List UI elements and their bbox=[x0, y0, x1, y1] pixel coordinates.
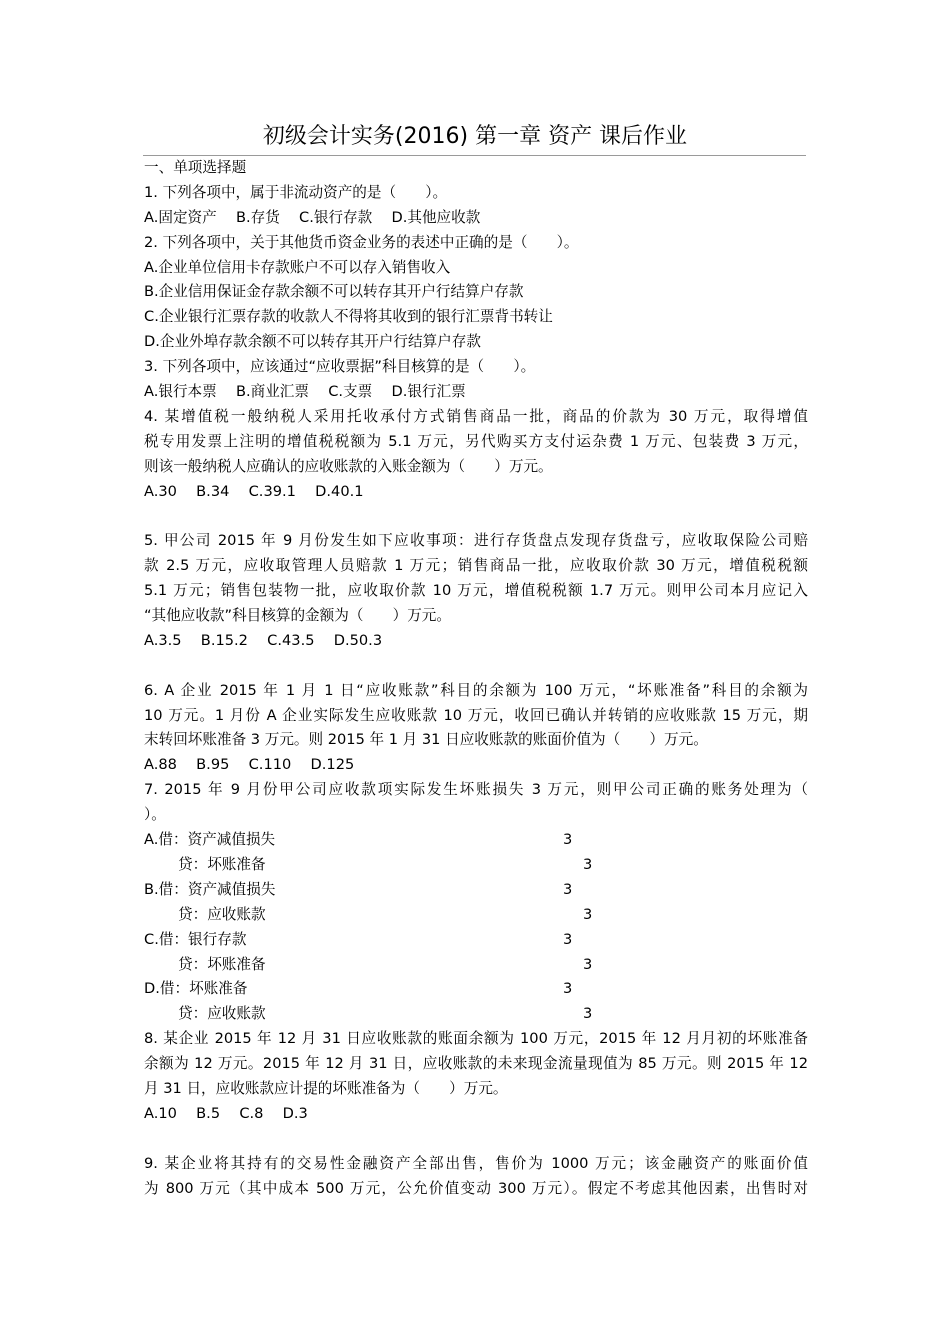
page-title: 初级会计实务(2016) 第一章 资产 课后作业 bbox=[262, 124, 688, 149]
question-1-stem: 1. 下列各项中，属于非流动资产的是（ ）。 bbox=[144, 183, 448, 201]
document-body bbox=[144, 156, 808, 1201]
question-6-stem-line-1: 6. A 企业 2015 年 1 月 1 日“应收账款”科目的余额为 100 万元，“坏账准备”科目的余额为 bbox=[144, 681, 808, 699]
question-7-option-b-debit bbox=[144, 878, 808, 903]
credit-account: 贷：坏账准备 bbox=[178, 955, 266, 973]
question-5-stem-line-4: “其他应收款”科目核算的金额为（ ）万元。 bbox=[144, 607, 451, 625]
question-7-option-a-debit bbox=[144, 828, 808, 853]
section-heading: 一、单项选择题 bbox=[144, 159, 247, 176]
question-6-stem-line-2: 10 万元。1 月份 A 企业实际发生应收账款 10 万元，收回已确认并转销的应收账款 15 万元，期 bbox=[144, 706, 808, 724]
question-8-stem-line-1: 8. 某企业 2015 年 12 月 31 日应收账款的账面余额为 100 万元，2015 年 12 月月初的坏账准备 bbox=[144, 1030, 808, 1048]
question-8-stem-line-2: 余额为 12 万元。2015 年 12 月 31 日，应收账款的未来现金流量现值为 85 万元。则 2015 年 12 bbox=[144, 1055, 808, 1073]
question-1-options: A.固定资产 B.存货 C.银行存款 D.其他应收款 bbox=[144, 208, 481, 226]
debit-amount: 3 bbox=[563, 831, 573, 849]
option-letter: C. bbox=[144, 930, 159, 948]
question-6-options: A.88 B.95 C.110 D.125 bbox=[144, 756, 355, 774]
question-2-option-d: D.企业外埠存款余额不可以转存其开户行结算户存款 bbox=[144, 333, 481, 351]
question-7-option-d-debit bbox=[144, 977, 808, 1002]
question-4-options: A.30 B.34 C.39.1 D.40.1 bbox=[144, 482, 364, 500]
question-2-option-b: B.企业信用保证金存款余额不可以转存其开户行结算户存款 bbox=[144, 283, 524, 301]
question-8-stem-line-3: 月 31 日，应收账款应计提的坏账准备为（ ）万元。 bbox=[144, 1079, 508, 1097]
credit-amount: 3 bbox=[583, 1005, 593, 1023]
credit-amount: 3 bbox=[583, 855, 593, 873]
question-5-stem-line-3: 5.1 万元；销售包装物一批，应收取价款 10 万元，增值税税额 1.7 万元。则甲公司本月应记入 bbox=[144, 582, 808, 600]
option-letter: A. bbox=[144, 831, 159, 849]
question-4-stem-line-3: 则该一般纳税人应确认的应收账款的入账金额为（ ）万元。 bbox=[144, 457, 553, 475]
question-7-stem-line-1: 7. 2015 年 9 月份甲公司应收款项实际发生坏账损失 3 万元，则甲公司正确的账务处理为（ bbox=[144, 781, 808, 799]
question-7-option-c-credit bbox=[144, 953, 808, 978]
question-9-stem-line-1: 9. 某企业将其持有的交易性金融资产全部出售，售价为 1000 万元；该金融资产的账面价值 bbox=[144, 1154, 808, 1172]
question-2-option-a: A.企业单位信用卡存款账户不可以存入销售收入 bbox=[144, 258, 451, 276]
question-2-stem: 2. 下列各项中，关于其他货币资金业务的表述中正确的是（ ）。 bbox=[144, 233, 579, 251]
credit-account: 贷：应收账款 bbox=[178, 905, 266, 923]
option-letter: D. bbox=[144, 980, 160, 998]
question-7-option-a-credit bbox=[144, 853, 808, 878]
option-letter: B. bbox=[144, 880, 159, 898]
debit-account: 借：坏账准备 bbox=[159, 980, 248, 998]
question-2-option-c: C.企业银行汇票存款的收款人不得将其收到的银行汇票背书转让 bbox=[144, 308, 553, 326]
credit-amount: 3 bbox=[583, 955, 593, 973]
question-9-stem-line-2: 为 800 万元（其中成本 500 万元，公允价值变动 300 万元）。假定不考虑其他因素，出售时对 bbox=[144, 1179, 808, 1197]
question-8-options: A.10 B.5 C.8 D.3 bbox=[144, 1104, 308, 1122]
credit-account: 贷：坏账准备 bbox=[178, 855, 266, 873]
question-3-options: A.银行本票 B.商业汇票 C.支票 D.银行汇票 bbox=[144, 383, 466, 401]
question-5-options: A.3.5 B.15.2 C.43.5 D.50.3 bbox=[144, 631, 383, 649]
debit-account: 借：银行存款 bbox=[158, 930, 247, 948]
debit-account: 借：资产减值损失 bbox=[158, 880, 276, 898]
question-5-stem-line-1: 5. 甲公司 2015 年 9 月份发生如下应收事项：进行存货盘点发现存货盘亏，应收取保险公司赔 bbox=[144, 532, 808, 550]
credit-account: 贷：应收账款 bbox=[178, 1005, 266, 1023]
question-3-stem: 3. 下列各项中，应该通过“应收票据”科目核算的是（ ）。 bbox=[144, 358, 536, 376]
question-4-stem-line-2: 税专用发票上注明的增值税税额为 5.1 万元，另代购买方支付运杂费 1 万元、包装费 3 万元， bbox=[144, 432, 808, 450]
question-6-stem-line-3: 末转回坏账准备 3 万元。则 2015 年 1 月 31 日应收账款的账面价值为（ ）万元。 bbox=[144, 731, 708, 749]
blank-line bbox=[144, 1127, 808, 1152]
credit-amount: 3 bbox=[583, 905, 593, 923]
question-7-option-b-credit bbox=[144, 903, 808, 928]
question-4-stem-line-1: 4. 某增值税一般纳税人采用托收承付方式销售商品一批，商品的价款为 30 万元，取得增值 bbox=[144, 407, 808, 425]
question-5-stem-line-2: 款 2.5 万元，应收取管理人员赔款 1 万元；销售商品一批，应收取价款 30 万元，增值税税额 bbox=[144, 557, 808, 575]
debit-account: 借：资产减值损失 bbox=[158, 831, 276, 849]
blank-line bbox=[144, 654, 808, 679]
debit-amount: 3 bbox=[563, 880, 573, 898]
question-7-stem-line-2: ）。 bbox=[144, 806, 166, 824]
question-7-option-c-debit bbox=[144, 928, 808, 953]
debit-amount: 3 bbox=[563, 930, 573, 948]
question-7-option-d-credit bbox=[144, 1002, 808, 1027]
debit-amount: 3 bbox=[563, 980, 573, 998]
blank-line bbox=[144, 504, 808, 529]
